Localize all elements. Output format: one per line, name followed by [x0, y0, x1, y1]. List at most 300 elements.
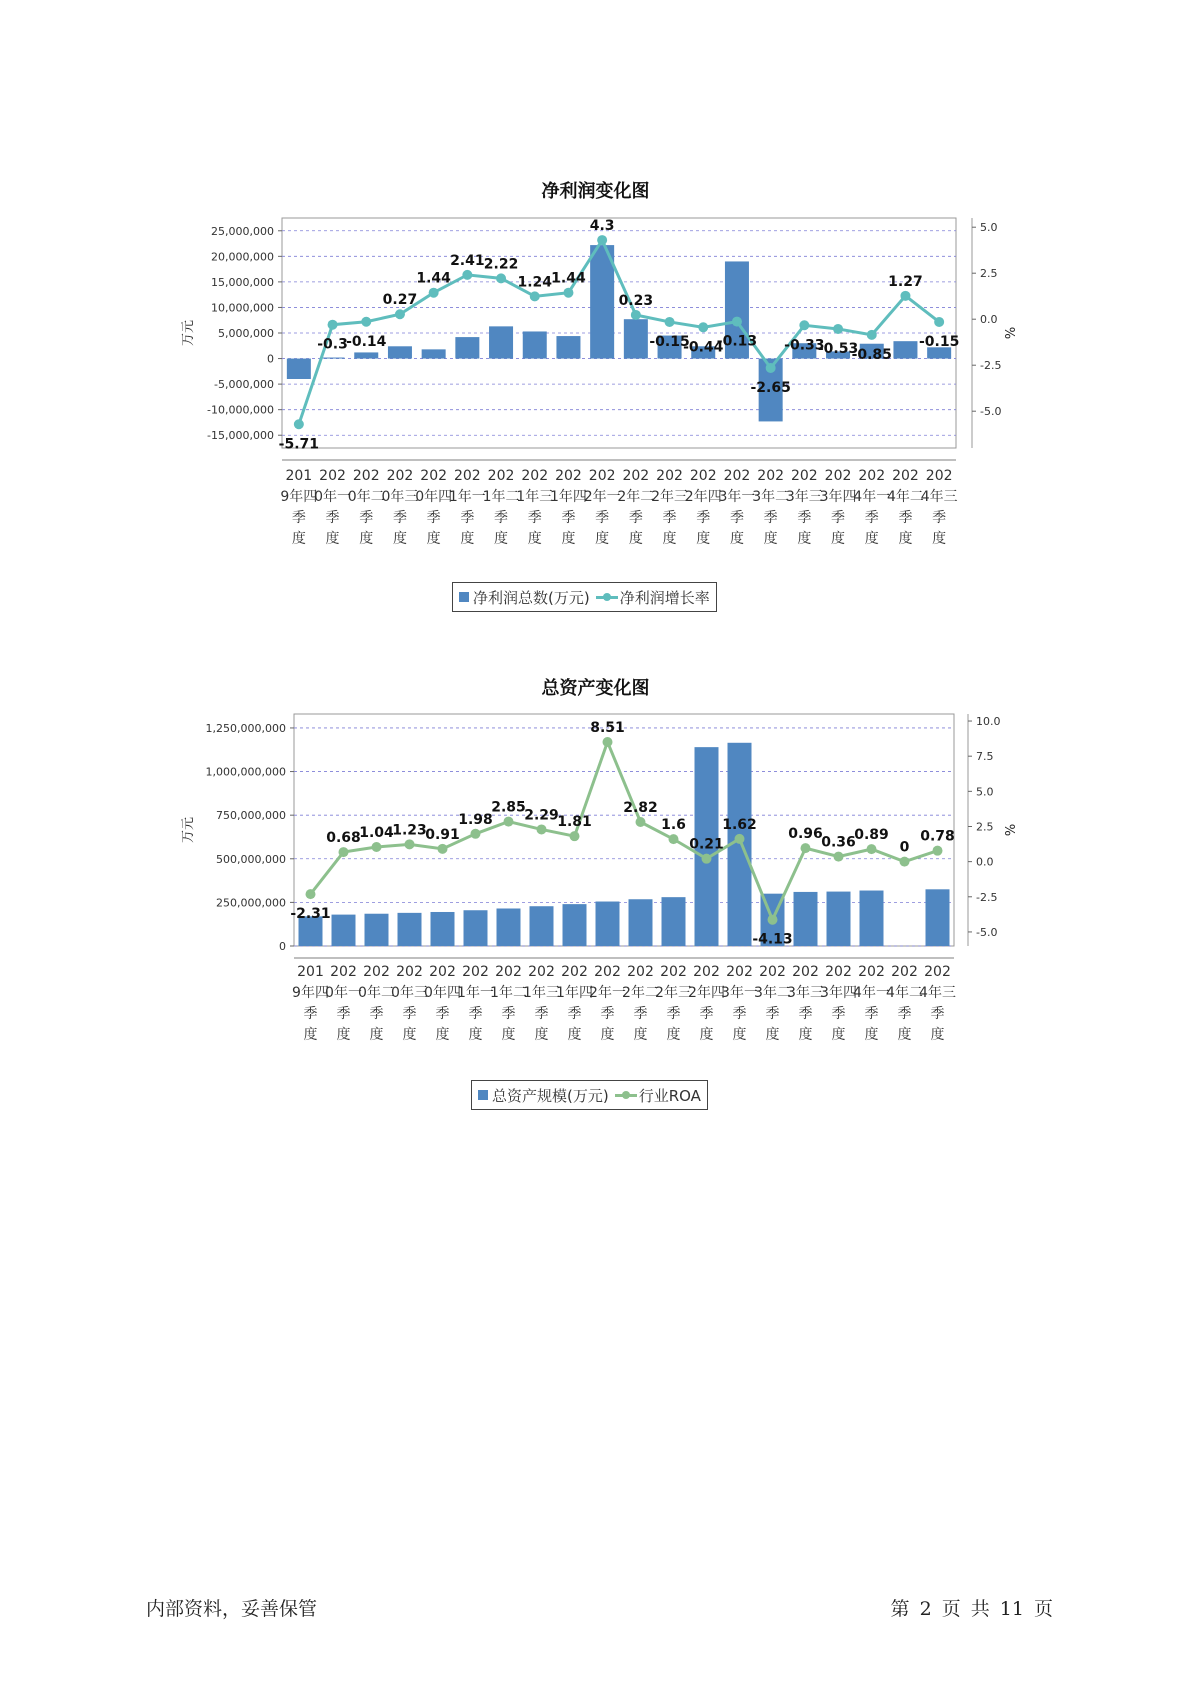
category-label-line: 度 — [699, 1027, 714, 1043]
line-point — [361, 317, 371, 327]
category-label — [483, 468, 520, 547]
line-data-label: 1.44 — [551, 270, 586, 287]
bar — [489, 326, 513, 358]
category-label-line: 0年三 — [391, 985, 428, 1001]
right-axis-tick-label: 2.5 — [976, 820, 994, 834]
category-label — [348, 468, 385, 547]
legend-bar-swatch — [478, 1090, 488, 1100]
right-axis-tick-label: -5.0 — [980, 405, 1002, 419]
category-label-line: 202 — [521, 468, 549, 484]
footer-confidential-note: 内部资料，妥善保管 — [146, 1598, 318, 1620]
category-label-line: 季 — [494, 510, 509, 526]
legend-bar-label: 总资产规模(万元) — [492, 1086, 609, 1105]
category-label — [688, 964, 725, 1043]
chart-title-total-assets: 总资产变化图 — [541, 678, 650, 699]
bar — [530, 906, 554, 946]
line-data-label: 0.96 — [788, 826, 823, 843]
category-label-line: 季 — [864, 510, 879, 526]
category-label-line: 度 — [765, 1027, 780, 1043]
category-label-line: 202 — [693, 964, 720, 980]
line-data-label: 1.62 — [722, 816, 757, 833]
line-point — [438, 844, 448, 854]
category-label-line: 3年三 — [785, 489, 823, 505]
line-point — [471, 829, 481, 839]
line-point — [834, 852, 844, 862]
category-label-line: 202 — [660, 964, 687, 980]
line-data-label: 1.44 — [416, 270, 451, 287]
category-label-line: 季 — [831, 1006, 846, 1022]
category-label-line: 2年二 — [622, 985, 659, 1001]
category-label-line: 202 — [759, 964, 786, 980]
line-data-label: 4.3 — [589, 218, 615, 235]
category-label-line: 季 — [392, 510, 407, 526]
category-label-line: 季 — [898, 510, 913, 526]
category-label-line: 202 — [363, 964, 390, 980]
category-label-line: 季 — [527, 510, 542, 526]
category-label-line: 202 — [588, 468, 616, 484]
category-label-line: 3年四 — [819, 489, 857, 505]
category-label-line: 1年三 — [523, 985, 560, 1001]
bar — [624, 319, 648, 358]
bar — [556, 336, 580, 358]
category-label-line: 季 — [699, 1006, 714, 1022]
category-label-line: 度 — [336, 1027, 351, 1043]
footer-page-number: 第 2 页 共 11 页 — [890, 1598, 1053, 1620]
category-label-line: 季 — [336, 1006, 351, 1022]
category-label — [516, 468, 553, 547]
line-point — [934, 317, 944, 327]
category-label-line: 202 — [352, 468, 380, 484]
category-label — [718, 468, 755, 547]
category-label-line: 季 — [303, 1006, 318, 1022]
category-label-line: 季 — [831, 510, 846, 526]
category-label — [853, 468, 890, 547]
category-label-line: 202 — [824, 468, 852, 484]
category-label-line: 度 — [402, 1027, 417, 1043]
category-label-line: 202 — [627, 964, 654, 980]
line-data-label: -0.15 — [649, 333, 690, 350]
line-point — [768, 915, 778, 925]
line-point — [900, 857, 910, 867]
total-assets-chart — [0, 706, 1191, 1106]
line-data-label: -0.14 — [346, 333, 387, 350]
left-axis-tick-label: 1,000,000,000 — [205, 765, 286, 779]
right-axis-tick-label: 0.0 — [976, 855, 994, 869]
line-point — [665, 317, 675, 327]
left-axis-tick-label: 1,250,000,000 — [205, 721, 286, 735]
category-label-line: 202 — [792, 964, 819, 980]
line-point — [405, 839, 415, 849]
category-label-line: 202 — [858, 964, 885, 980]
category-label-line: 季 — [633, 1006, 648, 1022]
category-label-line: 度 — [696, 531, 711, 547]
category-label-line: 202 — [825, 964, 852, 980]
category-label — [651, 468, 688, 547]
line-point — [669, 834, 679, 844]
category-label — [752, 468, 789, 547]
category-label-line: 4年三 — [919, 985, 956, 1001]
category-label — [550, 468, 587, 547]
legend-line-swatch — [615, 1089, 637, 1101]
category-label-line: 季 — [600, 1006, 615, 1022]
left-axis-tick-label: 20,000,000 — [211, 250, 274, 264]
line-data-label: -0.53 — [817, 340, 859, 357]
bar — [455, 337, 479, 358]
category-label — [584, 468, 621, 547]
category-label-line: 度 — [392, 531, 407, 547]
category-label-line: 度 — [303, 1027, 318, 1043]
category-label-line: 4年一 — [853, 489, 891, 505]
bar — [431, 912, 455, 946]
category-label-line: 度 — [426, 531, 441, 547]
category-label-line: 0年一 — [314, 489, 352, 505]
category-label-line: 度 — [359, 531, 374, 547]
line-point — [867, 330, 877, 340]
line-point — [799, 320, 809, 330]
line-data-label: -0.3 — [317, 336, 348, 353]
category-label-line: 度 — [864, 531, 879, 547]
line-data-label: 8.51 — [590, 719, 625, 736]
category-label-line: 2年四 — [688, 985, 725, 1001]
bar — [287, 359, 311, 379]
category-label-line: 0年三 — [381, 489, 419, 505]
line-point — [328, 320, 338, 330]
category-label-line: 季 — [696, 510, 711, 526]
category-label-line: 度 — [897, 1027, 912, 1043]
category-label-line: 202 — [555, 468, 582, 484]
bar — [388, 346, 412, 358]
category-label-line: 度 — [797, 531, 812, 547]
category-label-line: 度 — [932, 531, 947, 547]
line-data-label: 0.23 — [618, 292, 654, 309]
line-data-label: -2.65 — [750, 379, 791, 396]
category-label-line: 202 — [594, 964, 621, 980]
category-label-line: 季 — [567, 1006, 582, 1022]
left-axis-tick-label: -10,000,000 — [207, 403, 274, 417]
category-label — [655, 964, 692, 1043]
line-data-label: 0 — [899, 839, 910, 856]
category-label-line: 季 — [291, 510, 306, 526]
category-label-line: 0年二 — [347, 489, 385, 505]
category-label-line: 度 — [595, 531, 610, 547]
category-label-line: 季 — [932, 510, 947, 526]
category-label-line: 202 — [892, 468, 919, 484]
category-label — [280, 468, 317, 547]
category-label-line: 季 — [666, 1006, 681, 1022]
line-point — [429, 288, 439, 298]
category-label-line: 3年一 — [718, 489, 756, 505]
bar — [398, 913, 422, 946]
category-label — [919, 964, 956, 1043]
category-label-line: 季 — [468, 1006, 483, 1022]
category-label — [314, 468, 351, 547]
category-label-line: 度 — [501, 1027, 516, 1043]
bar — [354, 352, 378, 358]
category-label — [415, 468, 452, 547]
line-data-label: 0.36 — [821, 834, 856, 851]
category-label — [886, 964, 923, 1043]
bar — [497, 908, 521, 946]
category-label-line: 度 — [666, 1027, 681, 1043]
category-label — [424, 964, 461, 1043]
left-axis-title: 万元 — [181, 319, 196, 347]
line-data-label: 1.04 — [359, 825, 394, 842]
line-data-label: -0.33 — [784, 337, 825, 354]
left-axis-tick-label: -5,000,000 — [214, 378, 274, 392]
category-label-line: 1年一 — [457, 985, 494, 1001]
left-axis-tick-label: 500,000,000 — [216, 852, 286, 866]
line-data-label: -0.44 — [683, 339, 724, 356]
category-label-line: 季 — [930, 1006, 945, 1022]
category-label-line: 度 — [798, 1027, 813, 1043]
category-label-line: 0年四 — [415, 489, 453, 505]
net-profit-legend — [452, 582, 717, 612]
category-label-line: 季 — [435, 1006, 450, 1022]
category-label — [921, 468, 958, 547]
category-label — [617, 468, 654, 547]
left-axis-title: 万元 — [181, 816, 196, 844]
category-label-line: 202 — [462, 964, 489, 980]
legend-bar-label: 净利润总数(万元) — [473, 588, 590, 607]
line-data-label: 1.24 — [517, 274, 553, 291]
category-label-line: 2年二 — [617, 489, 655, 505]
net-profit-chart — [0, 210, 1191, 610]
category-label-line: 度 — [435, 1027, 450, 1043]
category-label-line: 202 — [561, 964, 588, 980]
category-label-line: 202 — [757, 468, 785, 484]
category-label-line: 3年三 — [787, 985, 824, 1001]
right-axis-tick-label: 2.5 — [980, 267, 998, 281]
category-label-line: 1年二 — [482, 489, 520, 505]
line-data-label: -5.71 — [278, 436, 320, 453]
category-label-line: 季 — [501, 1006, 516, 1022]
category-label — [721, 964, 758, 1043]
category-label-line: 4年三 — [920, 489, 958, 505]
line-data-label: -0.85 — [851, 346, 892, 363]
category-label — [685, 468, 722, 547]
right-axis-title: % — [1004, 326, 1019, 340]
category-label-line: 3年四 — [820, 985, 857, 1001]
line-point — [732, 317, 742, 327]
category-label-line: 度 — [628, 531, 643, 547]
category-label — [449, 468, 486, 547]
category-label-line: 202 — [319, 468, 346, 484]
line-data-label: 0.78 — [920, 828, 955, 845]
category-label — [457, 964, 494, 1043]
line-point — [900, 291, 910, 301]
category-label-line: 度 — [460, 531, 475, 547]
left-axis-tick-label: 750,000,000 — [216, 809, 286, 823]
category-label-line: 4年一 — [853, 985, 890, 1001]
right-axis-tick-label: 10.0 — [976, 715, 1001, 729]
category-label-line: 季 — [763, 510, 778, 526]
category-label-line: 1年一 — [448, 489, 486, 505]
category-label-line: 202 — [330, 964, 357, 980]
category-label-line: 202 — [396, 964, 423, 980]
right-axis-tick-label: -2.5 — [980, 359, 1002, 373]
category-label-line: 度 — [291, 531, 306, 547]
category-label-line: 202 — [453, 468, 481, 484]
line-data-label: 0.89 — [854, 827, 889, 844]
line-point — [603, 737, 613, 747]
category-label-line: 1年四 — [549, 489, 587, 505]
category-label-line: 3年二 — [754, 985, 791, 1001]
bar — [422, 349, 446, 358]
line-point — [735, 834, 745, 844]
category-label-line: 201 — [285, 468, 313, 484]
line-point — [462, 270, 472, 280]
category-label-line: 0年二 — [358, 985, 395, 1001]
category-label-line: 季 — [369, 1006, 384, 1022]
category-label-line: 度 — [831, 1027, 846, 1043]
line-point — [867, 844, 877, 854]
bar — [563, 904, 587, 946]
category-label-line: 季 — [628, 510, 643, 526]
line-data-label: 2.29 — [524, 807, 559, 824]
left-axis-tick-label: 5,000,000 — [218, 327, 274, 340]
category-label-line: 202 — [656, 468, 683, 484]
category-label-line: 度 — [864, 1027, 879, 1043]
line-point — [570, 831, 580, 841]
line-data-label: 2.41 — [450, 252, 485, 269]
left-axis-tick-label: 250,000,000 — [216, 896, 286, 910]
category-label-line: 季 — [402, 1006, 417, 1022]
category-label-line: 202 — [487, 468, 515, 484]
bar — [893, 341, 917, 358]
category-label-line: 季 — [729, 510, 744, 526]
left-axis-tick-label: 15,000,000 — [211, 275, 274, 289]
category-label-line: 201 — [297, 964, 324, 980]
line-data-label: -0.15 — [918, 333, 960, 350]
category-label — [787, 964, 824, 1043]
category-label-line: 季 — [534, 1006, 549, 1022]
category-label-line: 202 — [924, 964, 951, 980]
category-label-line: 季 — [561, 510, 576, 526]
category-label-line: 9年四 — [280, 489, 318, 505]
line-data-label: 1.98 — [458, 811, 493, 828]
category-label — [622, 964, 659, 1043]
right-axis-tick-label: 5.0 — [976, 785, 994, 799]
category-label-line: 0年一 — [325, 985, 362, 1001]
line-point — [766, 363, 776, 373]
right-axis-tick-label: -2.5 — [976, 890, 998, 904]
right-axis-tick-label: 0.0 — [980, 313, 998, 327]
category-label — [523, 964, 560, 1043]
line-data-label: 2.82 — [623, 799, 658, 816]
bar — [332, 915, 356, 946]
total-assets-legend — [471, 1080, 708, 1110]
right-axis-title: % — [1004, 823, 1019, 837]
category-label-line: 季 — [797, 510, 812, 526]
category-label-line: 202 — [689, 468, 717, 484]
line-point — [395, 309, 405, 319]
line-data-label: 1.6 — [661, 817, 686, 834]
bar — [860, 891, 884, 946]
category-label-line: 季 — [595, 510, 610, 526]
category-label — [820, 964, 857, 1043]
chart-title-net-profit: 净利润变化图 — [541, 181, 650, 202]
line-point — [597, 235, 607, 245]
bar — [926, 889, 950, 946]
category-label-line: 度 — [494, 531, 509, 547]
category-label-line: 季 — [864, 1006, 879, 1022]
line-point — [530, 291, 540, 301]
category-label-line: 度 — [468, 1027, 483, 1043]
category-label-line: 202 — [891, 964, 918, 980]
line-data-label: 0.68 — [326, 830, 361, 847]
legend-line-label: 净利润增长率 — [619, 588, 710, 607]
category-label-line: 9年四 — [292, 985, 329, 1001]
category-label-line: 202 — [925, 468, 953, 484]
line-data-label: -2.31 — [290, 906, 331, 923]
category-label — [754, 964, 791, 1043]
category-label-line: 度 — [567, 1027, 582, 1043]
category-label-line: 度 — [831, 531, 846, 547]
bar — [794, 892, 818, 946]
line-point — [833, 324, 843, 334]
category-label-line: 度 — [527, 531, 542, 547]
category-label-line: 度 — [930, 1027, 945, 1043]
category-label-line: 4年二 — [886, 985, 923, 1001]
category-label — [292, 964, 329, 1043]
category-label-line: 度 — [732, 1027, 747, 1043]
category-label-line: 202 — [790, 468, 818, 484]
category-label-line: 度 — [763, 531, 778, 547]
line-point — [372, 842, 382, 852]
category-label — [786, 468, 823, 547]
category-label-line: 202 — [622, 468, 650, 484]
legend-line-swatch — [596, 591, 618, 603]
line-data-label: 0.27 — [382, 292, 418, 309]
category-label-line: 度 — [325, 531, 340, 547]
category-label-line: 202 — [420, 468, 448, 484]
bar — [523, 331, 547, 358]
category-label-line: 2年一 — [583, 489, 621, 505]
category-label — [887, 468, 924, 547]
category-label-line: 202 — [528, 964, 555, 980]
category-label-line: 2年三 — [655, 985, 692, 1001]
line-point — [496, 273, 506, 283]
category-label-line: 1年四 — [556, 985, 593, 1001]
category-label-line: 季 — [798, 1006, 813, 1022]
category-label — [556, 964, 593, 1043]
category-label — [381, 468, 418, 547]
category-label-line: 季 — [897, 1006, 912, 1022]
category-label-line: 度 — [662, 531, 677, 547]
bar — [662, 897, 686, 946]
line-point — [702, 854, 712, 864]
left-axis-tick-label: 0 — [267, 352, 274, 366]
category-label-line: 202 — [858, 468, 886, 484]
legend-line-label: 行业ROA — [638, 1086, 701, 1105]
category-label — [589, 964, 626, 1043]
category-label-line: 2年一 — [589, 985, 626, 1001]
category-label-line: 3年二 — [752, 489, 790, 505]
line-data-label: 0.91 — [425, 826, 460, 843]
line-data-label: 0.21 — [689, 836, 724, 853]
bar — [464, 910, 488, 946]
line-point — [801, 843, 811, 853]
bar — [365, 914, 389, 946]
category-label-line: 季 — [765, 1006, 780, 1022]
category-label — [853, 964, 890, 1043]
category-label-line: 202 — [429, 964, 456, 980]
line-point — [294, 419, 304, 429]
line-point — [504, 817, 514, 827]
left-axis-tick-label: 0 — [279, 940, 286, 953]
category-label-line: 度 — [561, 531, 576, 547]
line-point — [563, 288, 573, 298]
